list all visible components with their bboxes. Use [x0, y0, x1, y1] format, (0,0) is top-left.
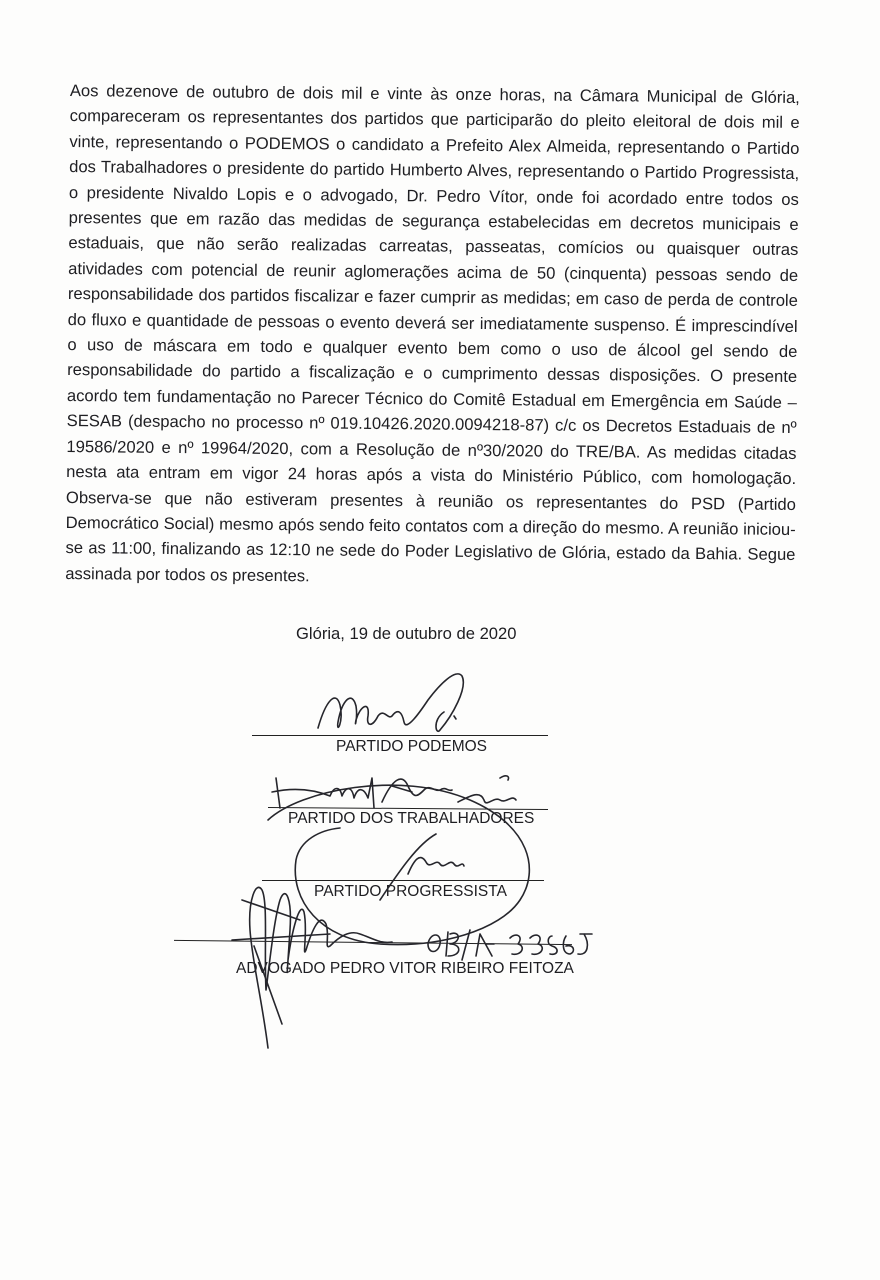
signature-label-pt: PARTIDO DOS TRABALHADORES	[288, 810, 535, 827]
oab-note-scribble	[428, 930, 494, 960]
oab-note-text	[430, 930, 590, 931]
minutes-paragraph: Aos dezenove de outubro de dois mil e vinte às onze horas, na Câmara Municipal de Glória, compareceram os representantes dos partidos que participarão do pleito eleitoral de dois mil e vinte, representando o PODEMOS o candidato a Prefeito Alex Almeida, representando o Partido dos Trabalhadores o presidente do partido Humberto Alves, representando o Partido Progressista, o presidente Nivaldo Lopis e o advogado, Dr. Pedro Vítor, onde foi acordado entre todos os presentes que em razão das medidas de segurança estabelecidas em decretos municipais e estaduais, que não serão realizadas carreatas, passeatas, comícios ou quaisquer outras atividades com potencial de reunir aglomerações acima de 50 (cinquenta) pessoas sendo de responsabilidade dos partidos fiscalizar e fazer cumprir as medidas; em caso de perda de controle do fluxo e quantidade de pessoas o evento deverá ser imediatamente suspenso. É imprescindível o uso de máscara em todo e qualquer evento bem como o uso de álcool gel sendo de responsabilidade do partido a fiscalização e o cumprimento dessas disposições. O presente acordo tem fundamentação no Parecer Técnico do Comitê Estadual em Emergência em Saúde – SESAB (despacho no processo nº 019.10426.2020.0094218-87) c/c os Decretos Estaduais de nº 19586/2020 e nº 19964/2020, com a Resolução de nº30/2020 do TRE/BA. As medidas citadas nesta ata entram em vigor 24 horas após a vista do Ministério Público, com homologação. Observa-se que não estiveram presentes à reunião os representantes do PSD (Partido Democrático Social) mesmo após sendo feito contatos com a direção do mesmo. A reunião iniciou-se as 11:00, finalizando as 12:10 ne sede do Poder Legislativo de Glória, estado da Bahia. Segue assinada por todos os presentes.	[65, 80, 800, 586]
signature-line-podemos	[252, 735, 548, 736]
signature-pp-scribble	[408, 858, 464, 874]
signature-line-advogado	[174, 940, 572, 945]
signature-label-pp: PARTIDO PROGRESSISTA	[314, 883, 507, 900]
signature-line-pp	[262, 880, 544, 881]
signature-label-podemos: PARTIDO PODEMOS	[336, 738, 488, 755]
place-date: Glória, 19 de outubro de 2020	[296, 624, 517, 643]
signature-label-advogado: ADVOGADO PEDRO VITOR RIBEIRO FEITOZA	[236, 960, 574, 977]
signature-pt-scribble	[272, 778, 374, 808]
signature-podemos-scribble	[318, 674, 463, 731]
minutes-body	[65, 78, 800, 593]
